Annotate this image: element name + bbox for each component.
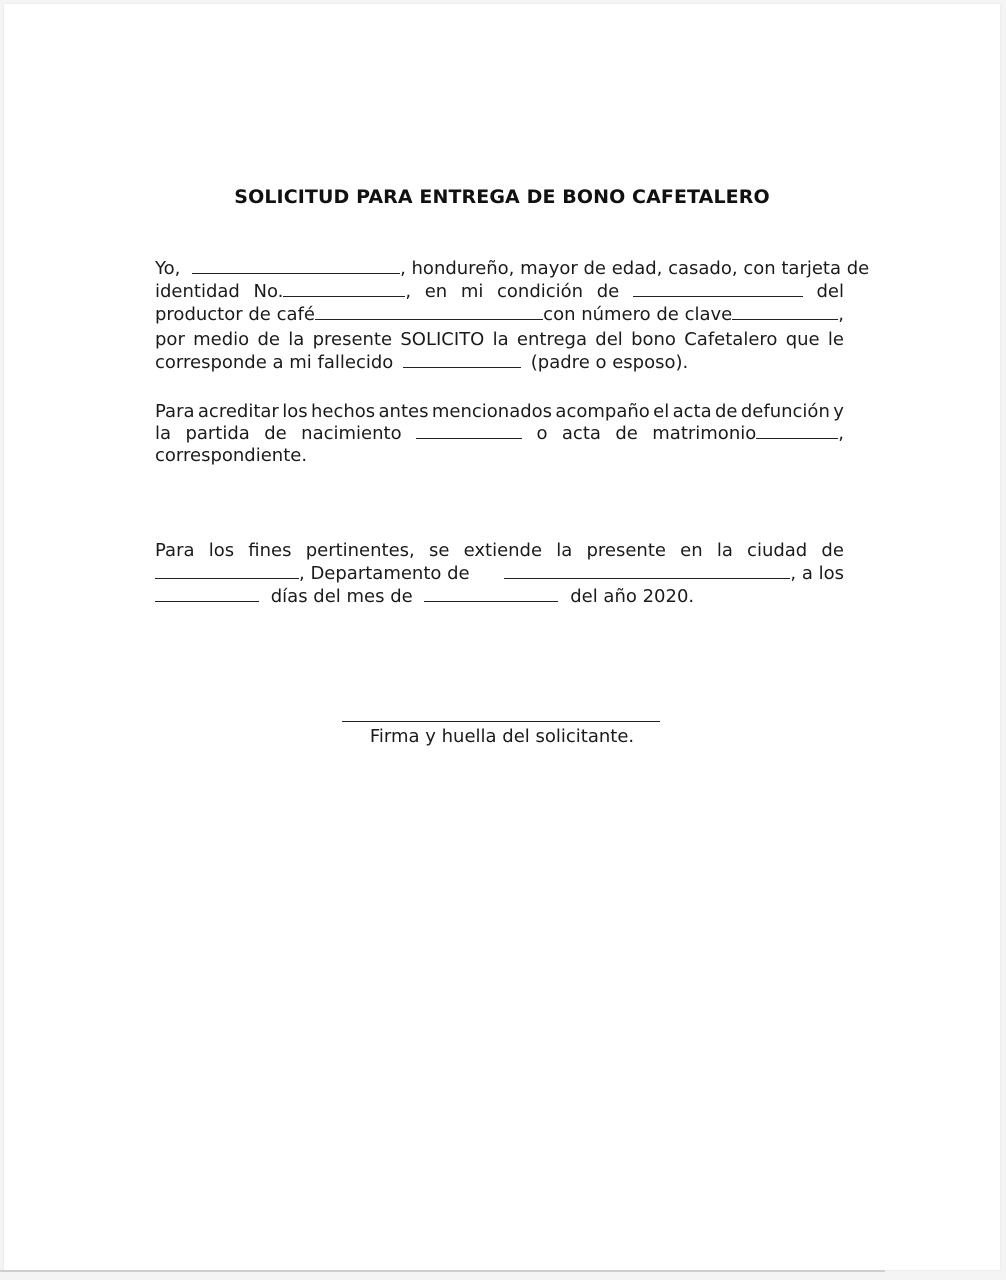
text: Yo, <box>155 258 181 279</box>
text: le <box>827 329 844 350</box>
text: de <box>715 401 738 422</box>
text: del <box>595 329 623 350</box>
text: extiende <box>463 540 543 561</box>
p1-line-1 <box>155 257 870 281</box>
name-blank[interactable] <box>192 257 400 274</box>
text: o <box>536 423 548 444</box>
text: , <box>838 423 844 444</box>
text: acreditar <box>197 401 279 422</box>
p3-line-2 <box>155 562 844 586</box>
text: días del mes de <box>270 586 413 607</box>
text: del <box>816 281 844 302</box>
text: defunción <box>740 401 830 422</box>
document-title: SOLICITUD PARA ENTREGA DE BONO CAFETALERO <box>234 186 770 208</box>
key-number-blank[interactable] <box>732 303 838 320</box>
p2-line-3 <box>155 444 844 468</box>
text: productor de café <box>155 304 315 325</box>
text: acta <box>561 423 601 444</box>
text: , Departamento de <box>299 563 470 584</box>
marriage-certificate-blank[interactable] <box>756 422 838 439</box>
text: acta <box>672 401 712 422</box>
text: mencionados <box>431 401 553 422</box>
p2-line-1 <box>155 400 844 424</box>
text: se <box>428 540 450 561</box>
p1-line-3 <box>155 303 844 327</box>
text: de <box>615 423 638 444</box>
text: presente <box>312 329 393 350</box>
text: la <box>288 329 305 350</box>
text: (padre o esposo). <box>530 352 689 373</box>
text: la <box>492 329 509 350</box>
text: presente <box>586 540 666 561</box>
text: fines <box>248 540 292 561</box>
text: ciudad <box>747 540 808 561</box>
p2-line-2 <box>155 422 844 446</box>
text: la <box>716 540 733 561</box>
month-blank[interactable] <box>424 585 558 602</box>
text: el <box>653 401 670 422</box>
text: corresponde a mi fallecido <box>155 352 394 373</box>
text: pertinentes, <box>305 540 415 561</box>
p1-line-4 <box>155 328 844 352</box>
text: No. <box>253 281 284 302</box>
text: que <box>785 329 820 350</box>
text: los <box>208 540 235 561</box>
document-page <box>4 4 1000 1270</box>
department-blank[interactable] <box>504 562 790 579</box>
text: hechos <box>310 401 376 422</box>
p3-line-1 <box>155 539 844 563</box>
text: por <box>155 329 185 350</box>
p1-line-2 <box>155 280 844 304</box>
text: de <box>264 423 287 444</box>
text: de <box>257 329 280 350</box>
text: SOLICITO <box>400 329 485 350</box>
text: partida <box>185 423 250 444</box>
text: Cafetalero <box>684 329 778 350</box>
text: de <box>821 540 844 561</box>
text: , hondureño, mayor de edad, casado, con tarjeta de <box>400 258 870 279</box>
scan-edge <box>0 1270 885 1272</box>
text: condición <box>497 281 584 302</box>
text: mi <box>460 281 484 302</box>
signature-label: Firma y huella del solicitante. <box>369 726 635 747</box>
p1-line-5 <box>155 351 844 375</box>
text: antes <box>378 401 429 422</box>
text: matrimonio <box>652 423 757 444</box>
text: acompaño <box>555 401 650 422</box>
text: en <box>424 281 448 302</box>
p3-line-3 <box>155 585 844 609</box>
text: los <box>282 401 308 422</box>
text: medio <box>193 329 250 350</box>
text: correspondiente. <box>155 445 308 466</box>
text: Para <box>155 401 195 422</box>
text: identidad <box>155 281 240 302</box>
text: , <box>838 304 844 325</box>
text: la <box>155 423 172 444</box>
birth-certificate-blank[interactable] <box>416 422 522 439</box>
text: del año 2020. <box>570 586 695 607</box>
signature-line[interactable] <box>342 721 660 722</box>
condition-blank[interactable] <box>633 280 803 297</box>
producer-name-blank[interactable] <box>315 303 543 320</box>
text: nacimiento <box>301 423 402 444</box>
text: , <box>405 281 412 302</box>
identity-number-blank[interactable] <box>283 280 405 297</box>
text: en <box>680 540 703 561</box>
text: , a los <box>790 563 844 584</box>
text: Para <box>155 540 195 561</box>
text: bono <box>631 329 676 350</box>
text: de <box>596 281 620 302</box>
day-blank[interactable] <box>155 585 259 602</box>
text: con número de clave <box>543 304 733 325</box>
text: la <box>556 540 573 561</box>
city-blank[interactable] <box>155 562 299 579</box>
deceased-blank[interactable] <box>403 351 521 368</box>
text: entrega <box>516 329 587 350</box>
text: y <box>833 401 844 422</box>
